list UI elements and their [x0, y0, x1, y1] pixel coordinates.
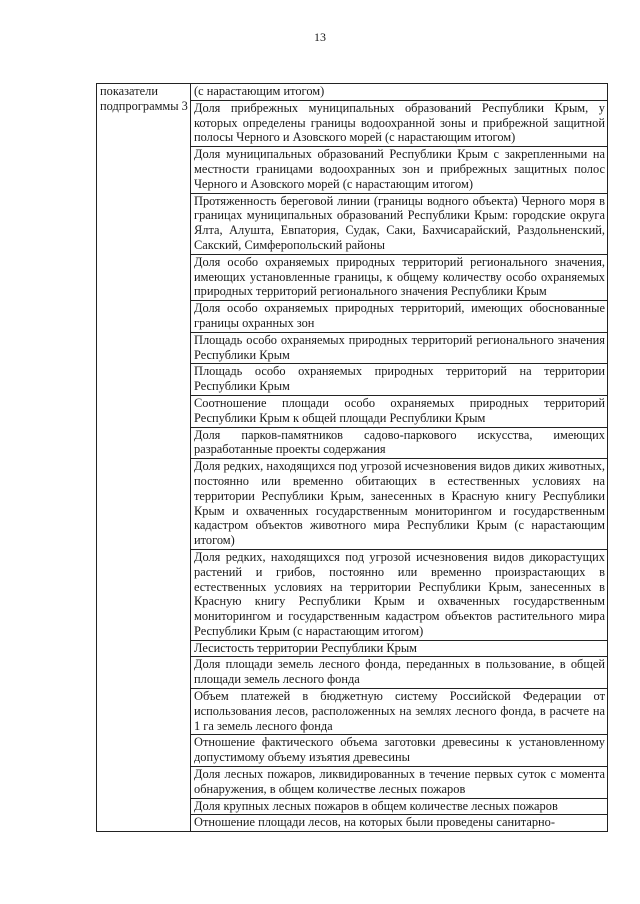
indicator-cell: Доля прибрежных муниципальных образований Республики Крым, у которых определены границы водоохранной зоны и прибрежной защитной полосы Черного и Азовского морей (с нарастающим итогом) — [191, 100, 608, 146]
indicator-cell: Протяженность береговой линии (границы водного объекта) Черного моря в границах муниципальных образований Республики Крым: городские округа Ялта, Алушта, Евпатория, Судак, Саки, Бахчисарайский, Раздольненский, Сакский, Симферопольский районы — [191, 193, 608, 254]
indicator-cell: Доля парков-памятников садово-паркового искусства, имеющих разработанные проекты содержания — [191, 427, 608, 459]
indicator-cell: Объем платежей в бюджетную систему Российской Федерации от использования лесов, расположенных на землях лесного фонда, в расчете на 1 га земель лесного фонда — [191, 689, 608, 735]
indicator-cell: Соотношение площади особо охраняемых природных территорий Республики Крым к общей площади Республики Крым — [191, 395, 608, 427]
table-row — [97, 84, 608, 101]
indicator-cell: Доля лесных пожаров, ликвидированных в течение первых суток с момента обнаружения, в общем количестве лесных пожаров — [191, 767, 608, 799]
page-number: 13 — [314, 30, 326, 44]
indicators-table — [96, 83, 608, 832]
indicator-cell: Площадь особо охраняемых природных территорий на территории Республики Крым — [191, 364, 608, 396]
indicator-cell: Доля редких, находящихся под угрозой исчезновения видов дикорастущих растений и грибов, постоянно или временно произрастающих в естественных условиях на территории Республики Крым, занесенных в Красную книгу Республики Крым и охваченных государственным мониторингом и государственным кадастром объектов растительного мира Республики Крым (с нарастающим итогом) — [191, 549, 608, 640]
indicator-cell: Доля площади земель лесного фонда, переданных в пользование, в общей площади земель лесного фонда — [191, 657, 608, 689]
indicator-cell: Лесистость территории Республики Крым — [191, 640, 608, 657]
indicator-cell: Отношение площади лесов, на которых были проведены санитарно- — [191, 815, 608, 832]
indicator-cell: Отношение фактического объема заготовки древесины к установленному допустимому объему изъятия древесины — [191, 735, 608, 767]
indicator-cell: Доля крупных лесных пожаров в общем количестве лесных пожаров — [191, 798, 608, 815]
indicator-cell: Площадь особо охраняемых природных территорий регионального значения Республики Крым — [191, 332, 608, 364]
indicator-cell: Доля редких, находящихся под угрозой исчезновения видов диких животных, постоянно или временно обитающих в естественных условиях на территории Республики Крым, занесенных в Красную книгу Республики Крым и охваченных государственным мониторингом и государственным кадастром объектов животного мира Республики Крым (с нарастающим итогом) — [191, 459, 608, 550]
indicator-cell: Доля муниципальных образований Республики Крым с закрепленными на местности границами водоохранных зон и прибрежных защитных полос Черного и Азовского морей (с нарастающим итогом) — [191, 147, 608, 193]
indicator-cell: Доля особо охраняемых природных территорий регионального значения, имеющих установленные границы, к общему количеству особо охраняемых природных территорий регионального значения Республики Крым — [191, 254, 608, 300]
indicator-cell: (с нарастающим итогом) — [191, 84, 608, 101]
indicator-cell: Доля особо охраняемых природных территорий, имеющих обоснованные границы охранных зон — [191, 301, 608, 333]
row-label-cell: показатели подпрограммы 3 — [97, 84, 191, 832]
